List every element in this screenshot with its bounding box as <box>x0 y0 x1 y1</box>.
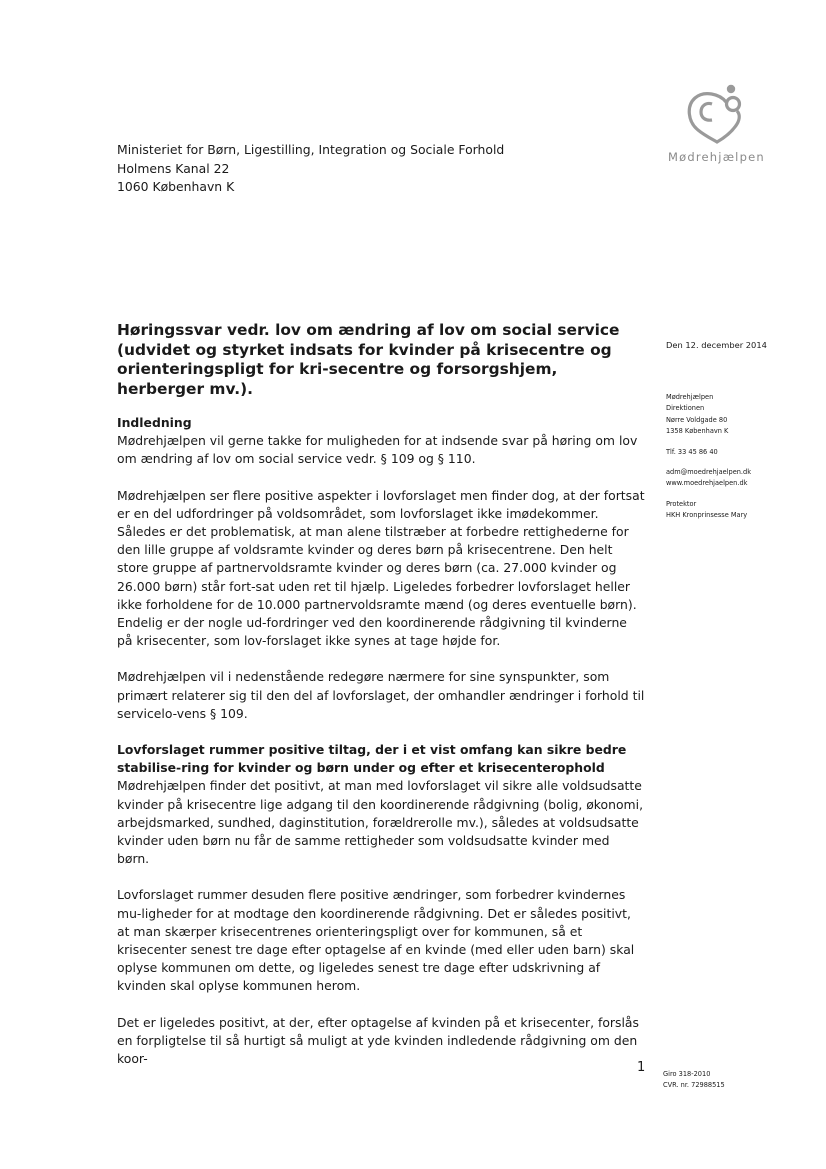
logo-wordmark: Mødrehjælpen <box>668 150 765 164</box>
document-title: Høringssvar vedr. lov om ændring af lov om social service (udvidet og styrket indsats for kvinder på krisecentre og orienteringspligt for kri-secentre og forsorgshjem, herberger mv.). <box>117 321 620 398</box>
recipient-address <box>117 141 504 197</box>
heart-mother-child-logo-icon <box>682 80 752 146</box>
paragraph-2: Mødrehjælpen ser flere positive aspekter i lovforslaget men finder dog, at der fortsat er en del udfordringer på voldsområdet, som lovforslaget ikke imødekommer. Således er det problematisk, at man alene tilstræber at forbedre rettighederne for den lille gruppe af voldsramte kvinder og deres børn på krisecentrene. Den helt store gruppe af partnervoldsramte kvinder og deres børn (ca. 27.000 kvinder og 26.000 børn) står fort-sat uden ret til hjælp. Ligeledes forbedrer lovforslaget heller ikke forholdene for de 10.000 partnervoldsramte mænd (og deres eventuelle børn). Endelig er der nogle ud-fordringer ved den koordinerende rådgivning til kvinderne på krisecenter, som lov-forslaget ikke synes at tage højde for. <box>117 487 645 649</box>
paragraph-3: Mødrehjælpen vil i nedenstående redegøre nærmere for sine synspunkter, som primært relaterer sig til den del af lovforslaget, der omhandler ændringer i forhold til servicelo-vens § 109. <box>117 669 645 721</box>
footer-cvr: CVR. nr. 72988515 <box>663 1081 725 1089</box>
letter-body <box>117 414 645 1086</box>
recipient-line-3: 1060 København K <box>117 179 235 194</box>
page-number: 1 <box>637 1060 646 1075</box>
paragraph-5: Lovforslaget rummer desuden flere positive ændringer, som forbedrer kvindernes mu-ligheder for at modtage den koordinerende rådgivning. Det er således positivt, at man skærper krisecentrenes orienteringspligt over for kommunen, så et krisecenter senest tre dage efter optagelse af en kvinde (med eller uden barn) skal oplyse kommunen om dette, og ligeledes senest tre dage efter udskrivning af kvinden skal oplyse kommunen herom. <box>117 887 635 994</box>
footer-info <box>663 1069 725 1091</box>
sender-street: Nørre Voldgade 80 <box>666 415 728 424</box>
sender-org: Mødrehjælpen <box>666 393 714 401</box>
section-heading-positive-measures: Lovforslaget rummer positive tiltag, der i et vist omfang kan sikre bedre stabilise-ring for kvinder og børn under og efter et krisecenterophold <box>117 742 627 776</box>
footer-giro: Giro 318-2010 <box>663 1070 711 1078</box>
sender-web: www.moedrehjaelpen.dk <box>666 479 748 488</box>
protector-label: Protektor <box>666 499 697 508</box>
paragraph-4: Mødrehjælpen finder det positivt, at man med lovforslaget vil sikre alle voldsudsatte kvinder på krisecentre lige adgang til den koordinerende rådgivning (bolig, økonomi, arbejdsmarked, sundhed, daginstitution, forældrerolle mv.), således at voldsudsatte kvinder uden børn nu får de samme rettigheder som voldsudsatte kvinder med børn. <box>117 778 644 867</box>
organization-logo <box>668 80 764 164</box>
recipient-line-2: Holmens Kanal 22 <box>117 160 230 176</box>
recipient-line-1: Ministeriet for Børn, Ligestilling, Integration og Sociale Forhold <box>117 142 505 157</box>
sender-phone: Tlf. 33 45 86 40 <box>666 447 718 456</box>
paragraph-1: Mødrehjælpen vil gerne takke for muligheden for at indsende svar på høring om lov om ændring af lov om social service vedr. § 109 og § 110. <box>117 433 638 467</box>
sender-dept: Direktionen <box>666 404 705 413</box>
paragraph-6: Det er ligeledes positivt, at der, efter optagelse af kvinden på et krisecenter, forslås en forpligtelse til så hurtigt så muligt at yde kvinden indledende rådgivning om den koor- <box>117 1014 639 1067</box>
section-heading-introduction: Indledning <box>117 415 192 430</box>
document-date: Den 12. december 2014 <box>666 340 767 350</box>
sender-info <box>666 392 751 522</box>
sender-email: adm@moedrehjaelpen.dk <box>666 468 752 477</box>
sender-city: 1358 København K <box>666 427 729 436</box>
protector-name: HKH Kronprinsesse Mary <box>666 511 748 520</box>
